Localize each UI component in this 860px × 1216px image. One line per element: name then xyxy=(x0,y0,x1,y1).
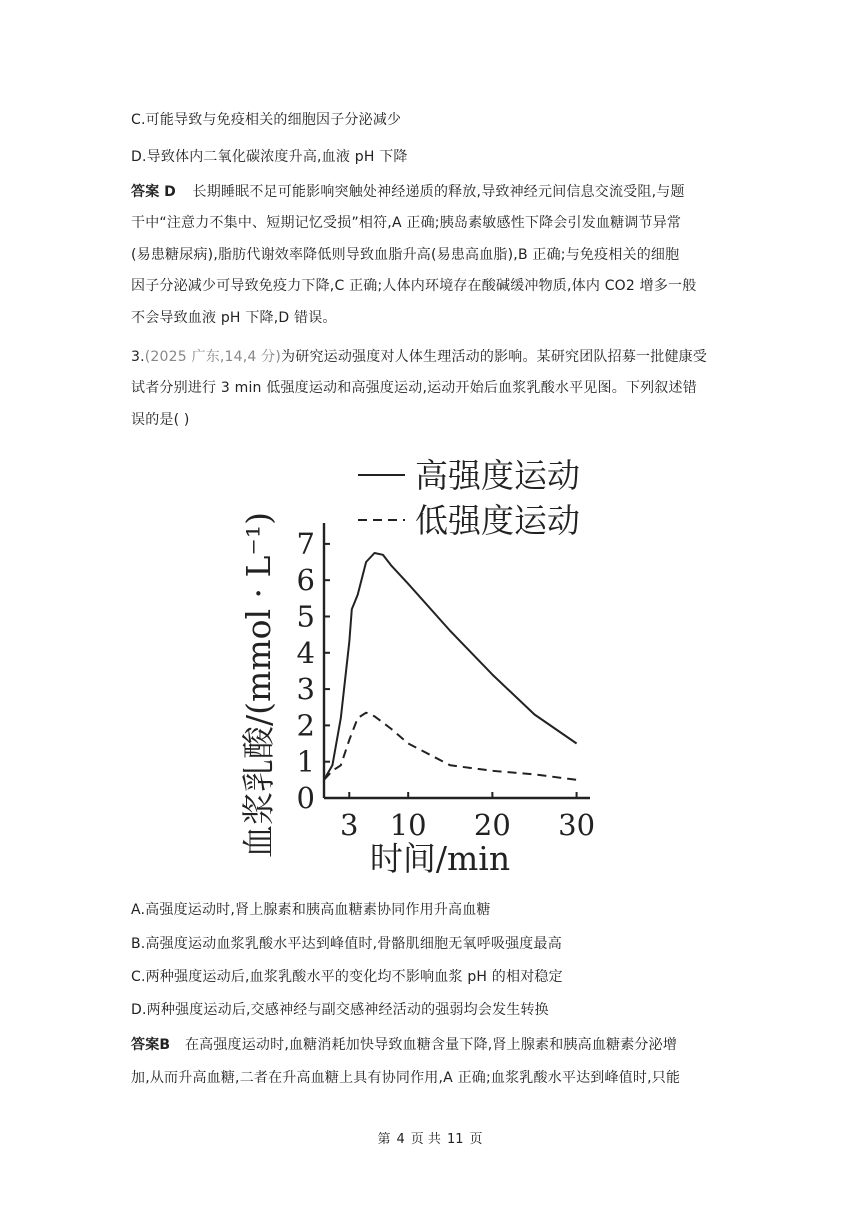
q2-explanation-line: 因子分泌减少可导致免疫力下降,C 正确;人体内环境存在酸碱缓冲物质,体内 CO2 增多一般 xyxy=(131,278,697,294)
chart-series xyxy=(324,553,577,780)
q3-stem-line: 误的是( ) xyxy=(131,412,190,428)
y-axis-label: 血浆乳酸/(mmol · L⁻¹) xyxy=(240,512,278,858)
q2-option-c: C.可能导致与免疫相关的细胞因子分泌减少 xyxy=(131,112,402,128)
q3-option-d: D.两种强度运动后,交感神经与副交感神经活动的强弱均会发生转换 xyxy=(131,1002,549,1018)
chart-legend xyxy=(358,456,580,540)
q3-option-a: A.高强度运动时,肾上腺素和胰高血糖素协同作用升高血糖 xyxy=(131,902,491,918)
series-line-low-intensity xyxy=(324,713,577,780)
answer-key: D xyxy=(164,184,176,200)
question-stem: 为研究运动强度对人体生理活动的影响。某研究团队招募一批健康受 xyxy=(281,349,708,365)
footer-prefix: 第 xyxy=(377,1132,391,1147)
answer-key: B xyxy=(159,1037,171,1053)
y-tick-label: 2 xyxy=(296,708,315,743)
question-number: 3. xyxy=(131,349,145,365)
q2-explanation-line: 干中“注意力不集中、短期记忆受损”相符,A 正确;胰岛素敏感性下降会引发血糖调节异常 xyxy=(131,215,682,231)
q3-stem-line: 试者分别进行 3 min 低强度运动和高强度运动,运动开始后血浆乳酸水平见图。下列叙述错 xyxy=(131,380,697,396)
legend-label: 高强度运动 xyxy=(415,456,580,495)
explanation-line: 长期睡眠不足可能影响突触处神经递质的释放,导致神经元间信息交流受阻,与题 xyxy=(192,184,685,200)
question-source: (2025 广东,14,4 分) xyxy=(144,349,282,365)
x-tick-label: 20 xyxy=(473,808,511,842)
x-tick-label: 3 xyxy=(340,808,359,842)
y-tick-label: 0 xyxy=(296,781,315,815)
footer-page-number: 4 xyxy=(396,1132,405,1147)
footer-suffix: 页 xyxy=(469,1132,483,1147)
chart-ticks xyxy=(297,527,595,842)
q2-option-d: D.导致体内二氧化碳浓度升高,血液 pH 下降 xyxy=(131,149,408,165)
q3-option-c: C.两种强度运动后,血浆乳酸水平的变化均不影响血浆 pH 的相对稳定 xyxy=(131,969,563,985)
q2-explanation-line: (易患糖尿病),脂肪代谢效率降低则导致血脂升高(易患高血脂),B 正确;与免疫相关的细胞 xyxy=(131,247,680,263)
x-axis-label: 时间/min xyxy=(369,839,511,878)
y-tick-label: 1 xyxy=(296,744,315,779)
y-tick-label: 4 xyxy=(296,635,315,670)
q2-answer-line xyxy=(131,182,741,202)
chart-axes xyxy=(324,523,590,798)
y-tick-label: 7 xyxy=(296,526,315,561)
q3-option-b: B.高强度运动血浆乳酸水平达到峰值时,骨骼肌细胞无氧呼吸强度最高 xyxy=(131,936,562,952)
answer-label: 答案 xyxy=(131,184,160,200)
answer-label: 答案 xyxy=(131,1037,160,1053)
q3-answer-line xyxy=(131,1035,741,1055)
footer-total-pages: 11 xyxy=(446,1132,464,1147)
y-tick-label: 6 xyxy=(296,563,315,598)
y-tick-label: 3 xyxy=(296,672,315,707)
q3-explanation-line: 加,从而升高血糖,二者在升高血糖上具有协同作用,A 正确;血浆乳酸水平达到峰值时,只能 xyxy=(131,1070,681,1086)
q3-stem-line xyxy=(131,347,741,367)
y-tick-label: 5 xyxy=(296,599,315,634)
lactate-chart-svg xyxy=(240,445,620,885)
lactate-chart xyxy=(240,445,620,885)
explanation-line: 在高强度运动时,血糖消耗加快导致血糖含量下降,肾上腺素和胰高血糖素分泌增 xyxy=(184,1037,678,1053)
legend-label: 低强度运动 xyxy=(415,501,580,540)
page-footer xyxy=(0,1128,860,1147)
x-tick-label: 10 xyxy=(389,808,427,842)
series-line-high-intensity xyxy=(324,553,577,780)
footer-middle: 页 共 xyxy=(410,1132,441,1147)
x-tick-label: 30 xyxy=(558,808,596,842)
q2-explanation-line: 不会导致血液 pH 下降,D 错误。 xyxy=(131,310,337,326)
